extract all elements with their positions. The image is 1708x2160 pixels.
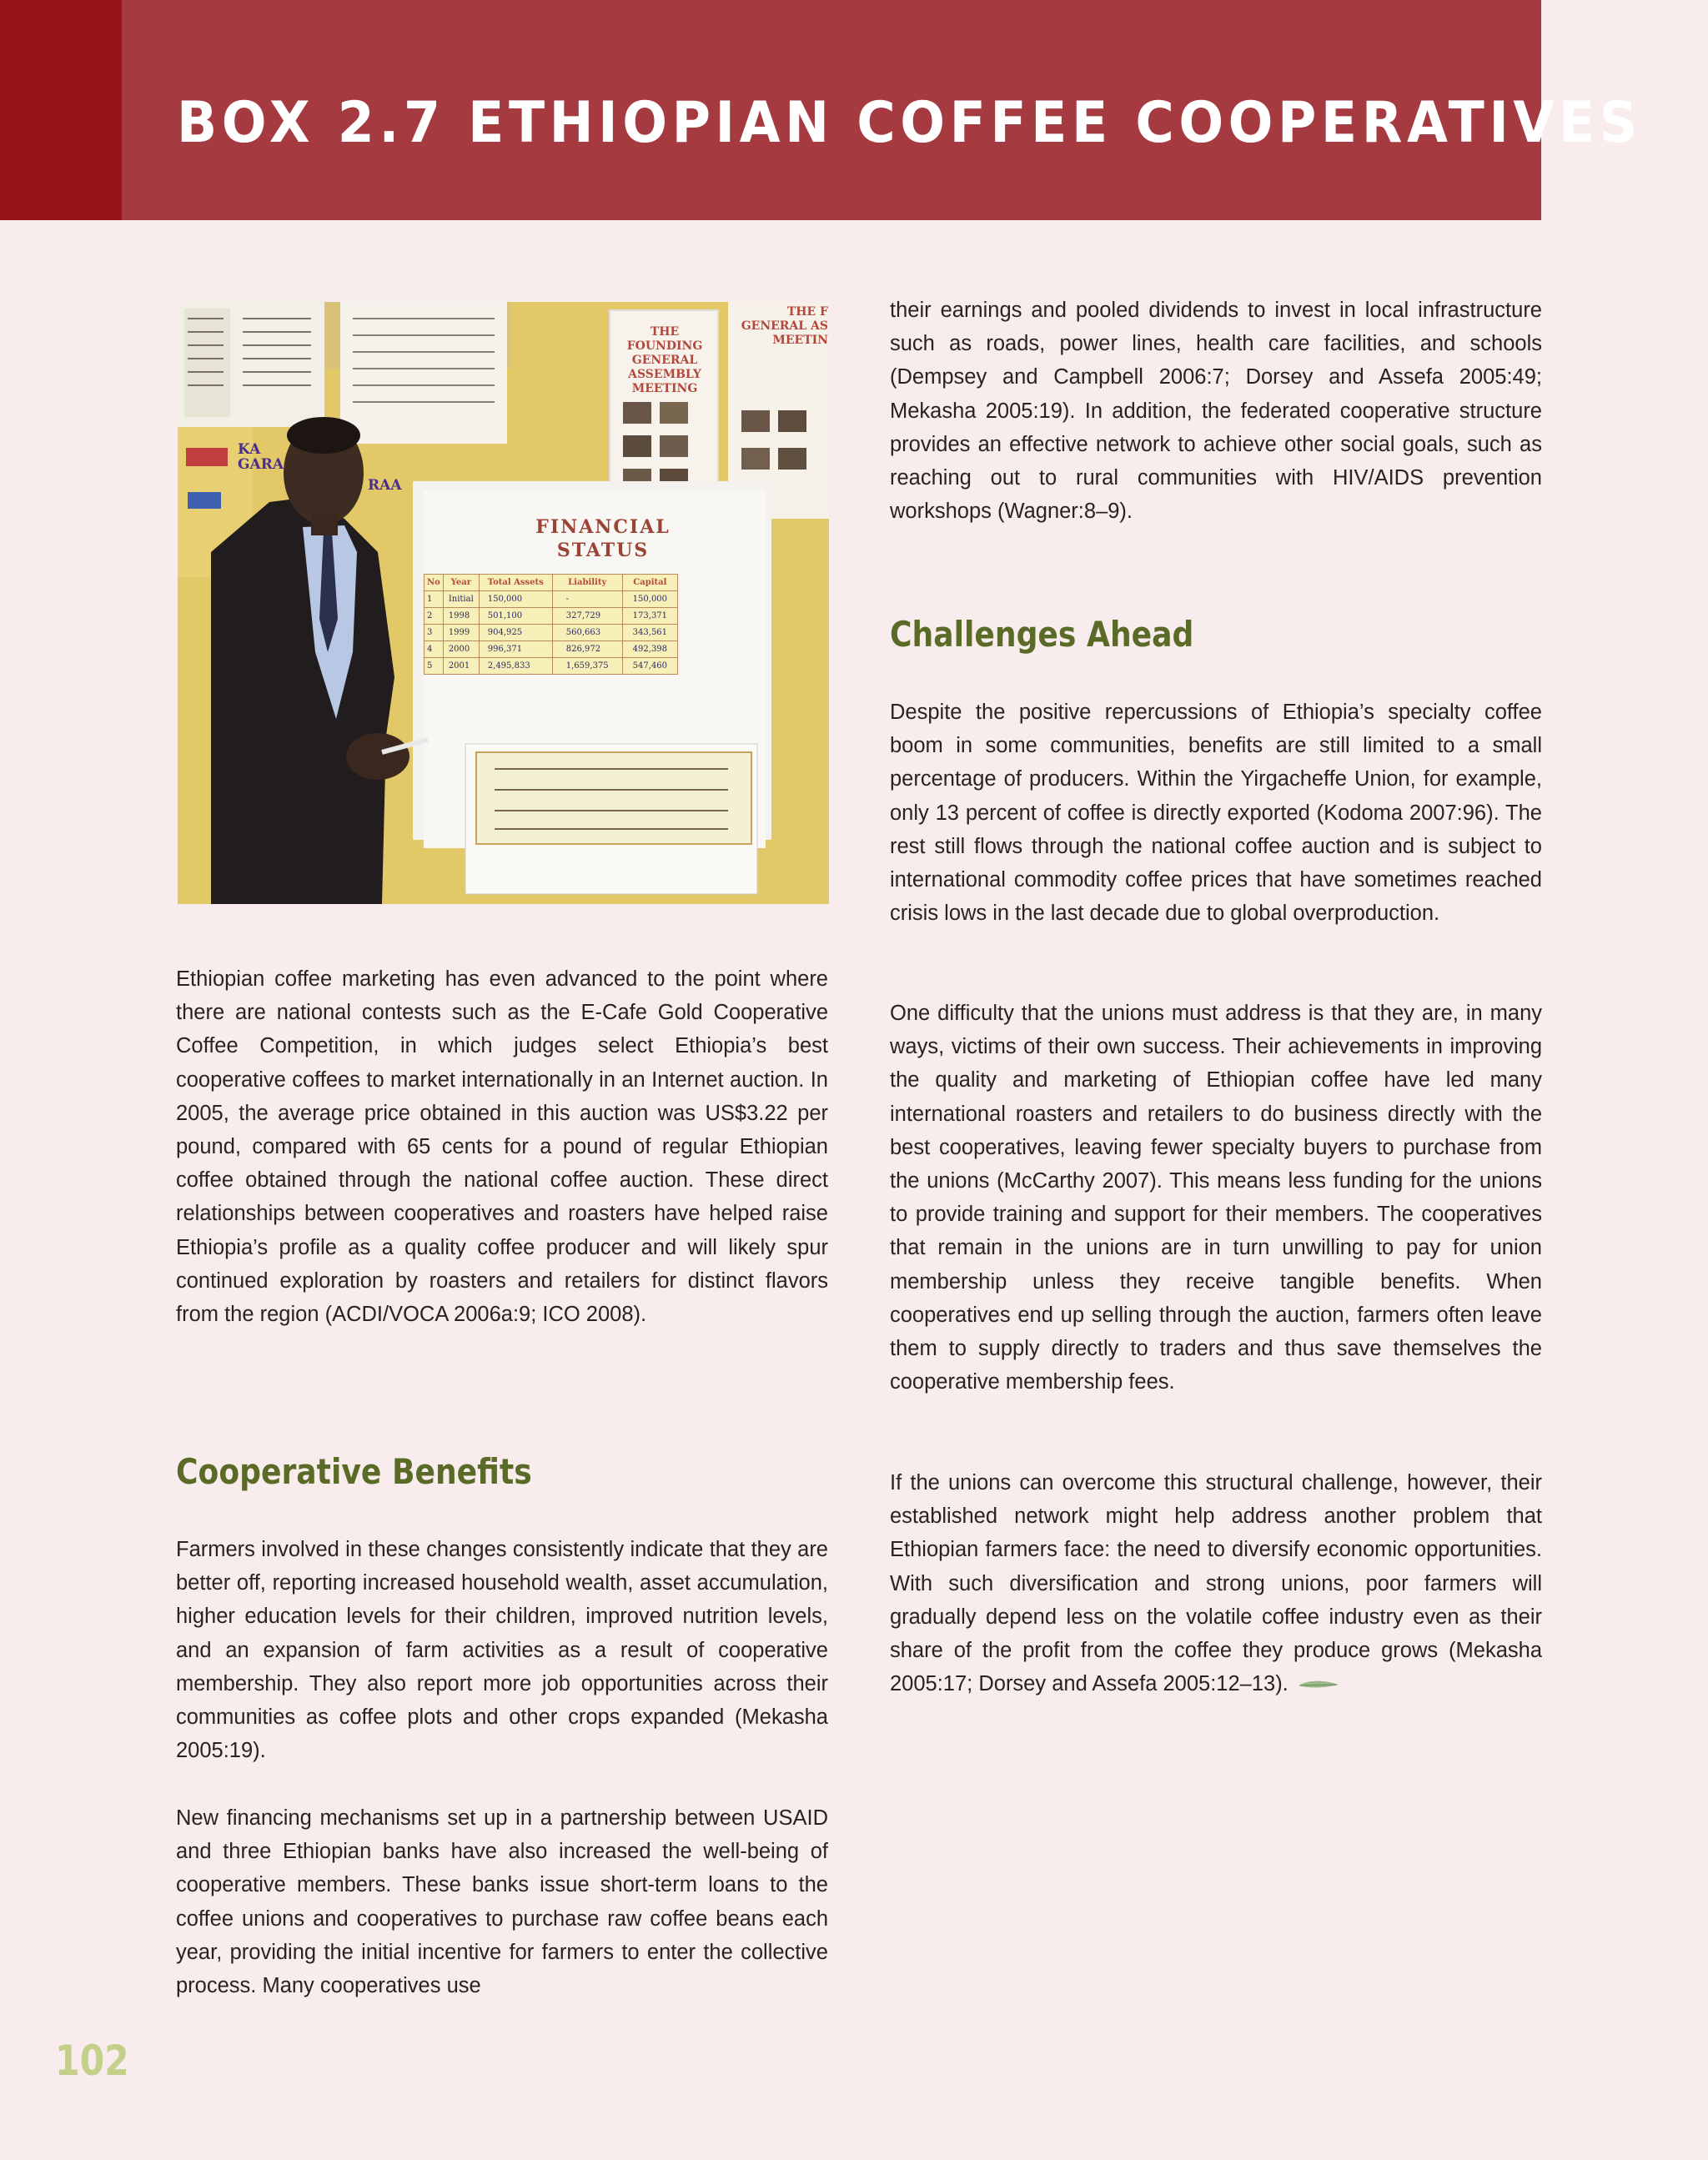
cooperative-photo [178,302,829,904]
table-cell: 5 [424,658,444,675]
paragraph: their earnings and pooled dividends to invest in local infrastructure such as roads, power lines, health care facilities, and schools (Dempsey and Campbell 2006:7; Dorsey and Assefa 2005:49; Mekasha 2005:19). In addition, the federated cooperative structure provides an effective network to achieve other social goals, such as reaching out to rural communities with HIV/AIDS prevention workshops (Wagner:8–9). [890,299,1542,524]
table-row [424,608,678,625]
paragraph [890,1466,1542,1702]
right-paragraph-2-block [890,696,1542,930]
wall-sign-line: GARA [238,456,284,473]
paragraph: Farmers involved in these changes consistently indicate that they are better off, reporting increased household wealth, asset accumulation, higher education levels for their children, improved nutrition levels, and an expansion of farm activities as a result of cooperative membership. They also report more job opportunities across their communities as coffee plots and other crops expanded (Mekasha 2005:19). [176,1538,828,1763]
table-cell: 826,972 [552,641,622,658]
left-paragraph-3-block [176,1801,828,2002]
paragraph-text: If the unions can overcome this structural challenge, however, their established network might help address another problem that Ethiopian farmers face: the need to diversify economic opportunities. With such diversification and strong unions, poor farmers will gradually depend less on the volatile coffee industry even as their share of the profit from the coffee they produce grows (Mekasha 2005:17; Dorsey and Assefa 2005:12–13). [890,1471,1542,1696]
table-header: Total Assets [479,575,552,591]
table-cell: 492,398 [622,641,677,658]
right-paragraph-3-block [890,997,1542,1399]
left-paragraph-2-block [176,1533,828,1767]
poster-line: GENERAL [631,354,698,367]
chart-title-line: FINANCIAL [535,516,671,538]
table-cell: 343,561 [622,625,677,641]
table-cell: 150,000 [622,591,677,608]
leaf-icon [1297,1668,1340,1701]
table-cell: 1,659,375 [552,658,622,675]
table-cell: 547,460 [622,658,677,675]
table-cell: 1998 [443,608,479,625]
table-header: No [424,575,444,591]
left-paragraph-1-block [176,962,828,1331]
table-cell: 1 [424,591,444,608]
right-paragraph-4-block [890,1466,1542,1702]
table-row [424,658,678,675]
paragraph: New financing mechanisms set up in a partnership between USAID and three Ethiopian banks have also increased the well-being of cooperative members. These banks issue short-term loans to the coffee unions and cooperatives to purchase raw coffee beans each year, providing the initial incentive for farmers to enter the collective process. Many cooperatives use [176,1806,828,1998]
poster-line: GENERAL AS [741,319,828,333]
right-paragraph-1-block [890,294,1542,528]
table-cell: 327,729 [552,608,622,625]
table-cell: 1999 [443,625,479,641]
table-cell: 2000 [443,641,479,658]
table-cell: 173,371 [622,608,677,625]
table-cell: 2 [424,608,444,625]
poster-line: THE FOUNDING [626,325,703,353]
chart-title [486,515,720,562]
table-cell: 904,925 [479,625,552,641]
wall-sign-left [238,442,284,472]
table-header: Liability [552,575,622,591]
poster-founding-text [611,325,718,396]
table-cell: 996,371 [479,641,552,658]
wall-sign-line: KA [238,441,261,458]
poster-line: MEETIN [772,334,828,347]
table-cell: 3 [424,625,444,641]
header-accent-bar [0,0,122,220]
paragraph: Ethiopian coffee marketing has even advanced to the point where there are national contests such as the E-Cafe Gold Cooperative Coffee Competition, in which judges select Ethiopia’s best cooperative coffees to market internationally in an Internet auction. In 2005, the average price obtained in this auction was US$3.22 per pound, compared with 65 cents for a pound of regular Ethiopian coffee obtained through the national coffee auction. These direct relationships between cooperatives and roasters have helped raise Ethiopia’s profile as a quality coffee producer and will likely spur continued exploration by roasters and retailers for distinct flavors from the region (ACDI/VOCA 2006a:9; ICO 2008). [176,967,828,1327]
chart-title-line: STATUS [556,540,650,561]
table-cell: 2001 [443,658,479,675]
table-cell: 560,663 [552,625,622,641]
table-cell: 501,100 [479,608,552,625]
table-cell: 4 [424,641,444,658]
paragraph: One difficulty that the unions must address is that they are, in many ways, victims of their own success. Their achievements in improving the quality and marketing of Ethiopian coffee have led many international roasters and retailers to do business directly with the best cooperatives, leaving fewer specialty buyers to purchase from the unions (McCarthy 2007). This means less funding for the unions to provide training and support for their members. The cooperatives that remain in the unions are in turn unwilling to pay for union membership unless they receive tangible benefits. When cooperatives end up selling through the auction, farmers often leave them to supply directly to traders and thus save themselves the cooperative membership fees. [890,1002,1542,1394]
financial-status-table [424,574,678,675]
paragraph: Despite the positive repercussions of Ethiopia’s specialty coffee boom in some communities, benefits are still limited to a small percentage of producers. Within the Yirgacheffe Union, for example, only 13 percent of coffee is directly exported (Kodoma 2007:96). The rest still flows through the national coffee auction and is subject to international commodity coffee prices that have sometimes reached crisis lows in the last decade due to global overproduction. [890,701,1542,926]
table-row [424,625,678,641]
page-number: 102 [55,2037,129,2085]
poster-right-text [730,305,828,348]
poster-line: ASSEMBLY MEETING [628,368,701,395]
box-title: BOX 2.7 ETHIOPIAN COFFEE COOPERATIVES [177,90,1642,156]
table-header: Year [443,575,479,591]
table-row [424,591,678,608]
heading-challenges-ahead: Challenges Ahead [890,614,1194,655]
table-row [424,641,678,658]
table-cell: - [552,591,622,608]
table-cell: 2,495,833 [479,658,552,675]
poster-line: THE F [786,305,828,319]
table-header: Capital [622,575,677,591]
table-cell: Initial [443,591,479,608]
heading-cooperative-benefits: Cooperative Benefits [176,1451,532,1492]
wall-sign-right: RAA [368,477,402,494]
table-cell: 150,000 [479,591,552,608]
